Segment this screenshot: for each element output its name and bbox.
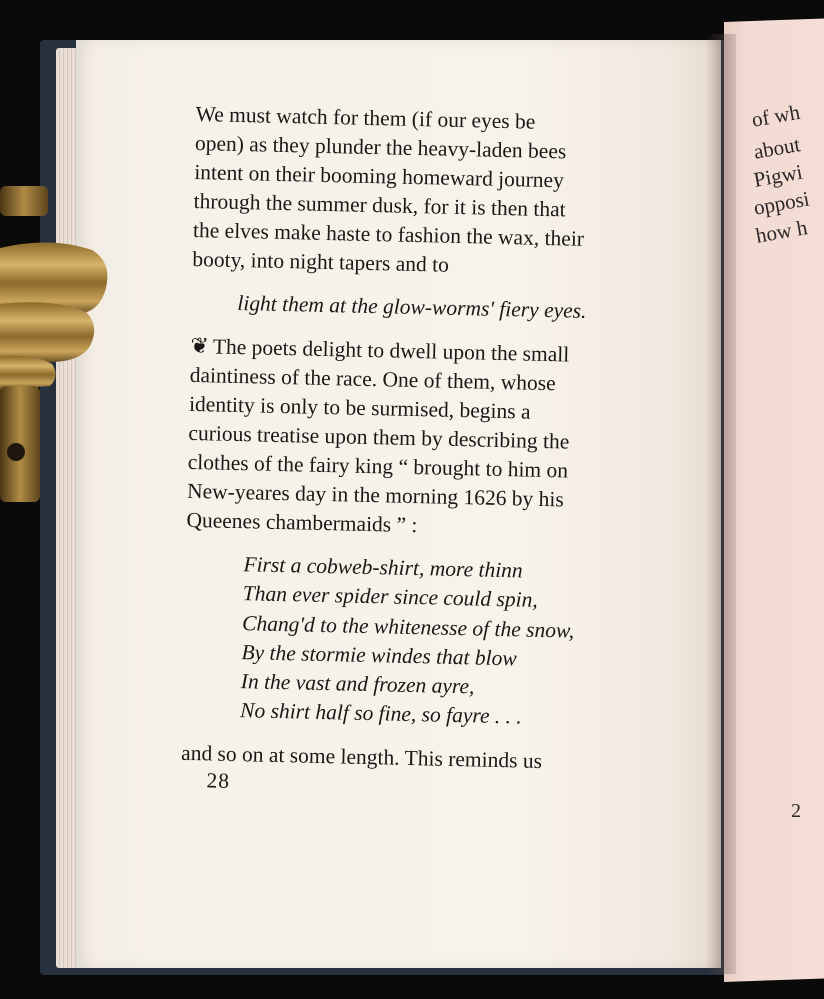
text-line: clothes of the fairy king “ brought to him on xyxy=(187,449,569,483)
text-line: intent on their booming homeward journey xyxy=(194,159,565,193)
page-text xyxy=(180,100,666,805)
facing-fragment: opposi xyxy=(751,186,812,220)
facing-fragment: about xyxy=(751,132,802,164)
text-line: We must watch for them (if our eyes be xyxy=(195,101,536,134)
verse-line: By the stormie windes that blow xyxy=(241,640,518,671)
facing-fragment: of wh xyxy=(749,99,802,132)
page-number: 28 xyxy=(206,768,231,793)
verse-line: Than ever spider since could spin, xyxy=(242,581,539,613)
quoted-line: light them at the glow-worms' fiery eyes. xyxy=(237,290,587,323)
brass-clip xyxy=(0,186,112,506)
text-line: New-yeares day in the morning 1626 by his xyxy=(186,478,565,512)
text-line: curious treatise upon them by describing the xyxy=(188,420,570,454)
text-line: open) as they plunder the heavy-laden bees xyxy=(194,130,567,164)
facing-fragment: Pigwi xyxy=(751,159,805,192)
text-line: daintiness of the race. One of them, whose xyxy=(189,362,556,396)
text-line-body: The poets delight to dwell upon the small xyxy=(212,334,570,367)
verse-line: In the vast and frozen ayre, xyxy=(240,669,475,699)
text-line: and so on at some length. This reminds us xyxy=(180,740,543,773)
text-line: identity is only to be surmised, begins a xyxy=(188,391,531,424)
verse-line: Chang'd to the whitenesse of the snow, xyxy=(241,610,575,643)
verse-line: No shirt half so fine, so fayre . . . xyxy=(239,698,523,730)
text-line: the elves make haste to fashion the wax, their xyxy=(192,217,585,251)
fleuron-icon: ❦ xyxy=(190,332,210,359)
book-gutter xyxy=(706,34,736,974)
text-line: Queenes chambermaids ” : xyxy=(186,507,418,538)
text-line: through the summer dusk, for it is then that xyxy=(193,188,566,222)
facing-page-number: 2 xyxy=(791,800,801,822)
right-page xyxy=(724,19,824,982)
verse-line: First a cobweb-shirt, more thinn xyxy=(243,552,523,583)
text-line: booty, into night tapers and to xyxy=(192,246,450,277)
facing-fragment: how h xyxy=(753,215,810,248)
